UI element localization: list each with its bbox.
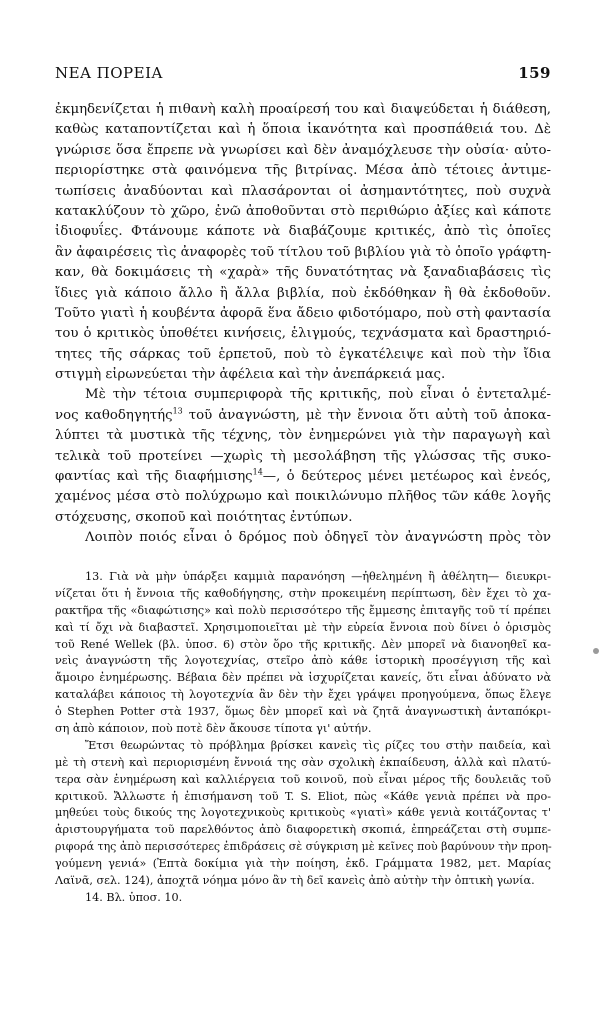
text-line bbox=[55, 467, 551, 487]
footnote-reference: 13 bbox=[172, 406, 183, 416]
text-line: στιγμὴ εἰρωνεύεται τὴν ἀφέλεια καὶ τὴν ἀνεπάρκειά μας. bbox=[55, 367, 446, 383]
footnotes bbox=[55, 569, 551, 907]
footnote-line: γούμενη γενιά» (Ἐπτὰ δοκίμια γιὰ τὴν ποίηση, ἐκδ. Γράμματα 1982, μετ. Μαρίας bbox=[55, 857, 551, 871]
text-line: τητες τῆς σάρκας τοῦ ἑρπετοῦ, ποὺ τὸ ἐγκατέλειψε καὶ ποὺ τὴν ἴδια bbox=[55, 346, 551, 362]
footnote-line: 14. Βλ. ὑποσ. 10. bbox=[85, 890, 183, 904]
text-line: γνώρισε ὅσα ἔπρεπε νὰ γνωρίσει καὶ δὲν ἀναμόχλευσε τὴν οὐσία· αὐτο- bbox=[55, 142, 551, 158]
text-line-segment: τοῦ ἀναγνώστη, μὲ τὴν ἔννοια ὅτι αὐτὴ τοῦ ἀποκα- bbox=[182, 407, 552, 423]
text-line: ἰδιοφυΐες. Φτάνουμε κάποτε νὰ διαβάζουμε κριτικές, ἀπὸ τὶς ὁποῖες bbox=[55, 224, 551, 240]
text-line: Μὲ τὴν τέτοια συμπεριφορὰ τῆς κριτικῆς, ποὺ εἶναι ὁ ἐντεταλμέ- bbox=[85, 387, 551, 403]
footnote-line: τερα σὰν ἐνημέρωση καὶ καλλιέργεια τοῦ κοινοῦ, ποὺ εἶναι μέρος τῆς δουλειᾶς τοῦ bbox=[55, 772, 551, 786]
footnote-line: ρακτῆρα τῆς «διαφώτισης» καὶ πολὺ περισσότερο τῆς ἔμμεσης ἐπιταγῆς τοῦ τί πρέπει bbox=[55, 603, 551, 617]
text-line bbox=[55, 406, 551, 426]
text-line: στόχευσης, σκοποῦ καὶ ποιότητας ἐντύπων. bbox=[55, 509, 353, 525]
text-line: τελικὰ τοῦ προτείνει —χωρὶς τὴ μεσολάβηση τῆς γλώσσας τῆς συκο- bbox=[55, 448, 551, 464]
text-line: ἴδιες γιὰ κάποιο ἄλλο ἢ ἄλλα βιβλία, ποὺ ἐκδόθηκαν ἢ θὰ ἐκδοθοῦν. bbox=[55, 285, 551, 301]
footnote-line: καὶ τί ὄχι νὰ διαβαστεῖ. Χρησιμοποιεῖται μὲ τὴν εὐρεία ἔννοια ποὺ δίνει ὁ ὁρισμὸς bbox=[55, 620, 551, 634]
running-header bbox=[55, 64, 551, 84]
footnote-line: κριτικοῦ. Ἄλλωστε ἡ ἐπισήμανση τοῦ T. S. Eliot, πὼς «Κάθε γενιὰ πρέπει νὰ προ- bbox=[55, 789, 551, 803]
text-line: κατακλύζουν τὸ χῶρο, ἐνῶ ἀποθοῦνται στὸ περιθώριο ἀξίες καὶ κάποτε bbox=[55, 203, 551, 219]
footnote-line: 13. Γιὰ νὰ μὴν ὑπάρξει καμμιὰ παρανόηση —ἠθελημένη ἢ ἀθέλητη— διευκρι- bbox=[85, 570, 551, 583]
text-line-segment: —, ὁ δεύτερος μένει μετέωρος καὶ ἐνεός, bbox=[262, 469, 551, 485]
text-line: του ὁ κριτικὸς ὑποθέτει κινήσεις, ἑλιγμούς, τεχνάσματα καὶ δραστηριό- bbox=[55, 326, 551, 342]
text-line: τωπίσεις ἀναδύονται καὶ πλασάρονται οἱ ἀσημαντότητες, ποὺ συχνὰ bbox=[55, 183, 551, 199]
main-text bbox=[55, 100, 551, 549]
footnote-line: ἄμοιρο ἐνημέρωσης. Βέβαια δὲν πρέπει νὰ ἰσχυρίζεται κανείς, ὅτι εἶναι ἀδύνατο νὰ bbox=[55, 671, 551, 685]
footnote-line: καταλάβει κάποιος τὴ λογοτεχνία ἂν δὲν τὴν ἔχει γράψει προηγούμενα, ὅπως ἔλεγε bbox=[55, 688, 551, 702]
scan-speck bbox=[593, 648, 599, 654]
page-number: 159 bbox=[518, 64, 551, 82]
text-line: ἂν ἀφαιρέσεις τὶς ἀναφορὲς τοῦ τίτλου τοῦ βιβλίου γιὰ τὸ ὁποῖο γράφτη- bbox=[55, 244, 552, 260]
footnote-line: νίζεται ὅτι ἡ ἔννοια τῆς καθοδήγησης, στὴν προκειμένη περίπτωση, δὲν ἔχει τὸ χα- bbox=[55, 586, 551, 600]
text-line: Λοιπὸν ποιός εἶναι ὁ δρόμος ποὺ ὁδηγεῖ τὸν ἀναγνώστη πρὸς τὸν bbox=[85, 530, 551, 546]
text-line: περιορίστηκε στὰ φαινόμενα τῆς βιτρίνας. Μέσα ἀπὸ τέτοιες ἀντιμε- bbox=[55, 163, 551, 179]
footnote-line: νεὶς ἀναγνώστη τῆς λογοτεχνίας, στεῖρο ἀπὸ κάθε ἱστορικὴ προσέγγιση τῆς καὶ bbox=[55, 654, 551, 668]
footnote-line: τοῦ René Wellek (βλ. ὑποσ. 6) στὸν ὅρο τῆς κριτικῆς. Δὲν μπορεῖ νὰ διανοηθεῖ κα- bbox=[55, 637, 551, 651]
footnote-line: ση ἀπὸ κάποιον, ποὺ ποτὲ δὲν ἄκουσε τίποτα γι' αὐτήν. bbox=[55, 722, 372, 736]
footnote-line: ὁ Stephen Potter στὰ 1937, ὅμως δὲν μπορεῖ καὶ νὰ ζητᾶ ἀναγνωστικὴ ἀνταπόκρι- bbox=[55, 705, 551, 719]
footnote-line: Ἔτσι θεωρώντας τὸ πρόβλημα βρίσκει κανεὶς τὶς ρίζες του στὴν παιδεία, καὶ bbox=[85, 738, 551, 752]
footnote-line: ριφορά της ἀπὸ περισσότερες ἐπιδράσεις σὲ σύγκριση μὲ κεῖνες ποὺ βαρύνουν τὴν προη- bbox=[55, 840, 552, 854]
text-line: καν, θὰ δοκιμάσεις τὴ «χαρὰ» τῆς δυνατότητας νὰ ξαναδιαβάσεις τὶς bbox=[55, 265, 551, 281]
footnote-line: Λαϊνᾶ, σελ. 124), ἀποχτᾶ νόημα μόνο ἂν τὴ δεῖ κανεὶς ἀπὸ αὐτὴν τὴν ὀπτικὴ γωνία. bbox=[55, 874, 535, 888]
footnote-line: μὲ τὴ στενὴ καὶ περιορισμένη ἔννοιά της σὰν σχολικὴ ἐκπαίδευση, ἀλλὰ καὶ πλατύ- bbox=[55, 755, 551, 769]
footnote-line: ἀριστουργήματα τοῦ παρελθόντος ἀπὸ διαφορετικὴ σκοπιά, ἐπηρεάζεται στὴ συμπε- bbox=[55, 823, 551, 837]
text-line: Τοῦτο γιατὶ ἡ κουβέντα ἀφορᾶ ἕνα ἄδειο φιδοτόμαρο, ποὺ στὴ φαντασία bbox=[55, 305, 551, 321]
text-line: καθὼς καταποντίζεται καὶ ἡ ὅποια ἱκανότητα καὶ προσπάθειά του. Δὲ bbox=[55, 122, 551, 138]
text-line: ἐκμηδενίζεται ἡ πιθανὴ καλὴ προαίρεσή του καὶ διαψεύδεται ἡ διάθεση, bbox=[55, 102, 551, 117]
text-line: λύπτει τὰ μυστικὰ τῆς τέχνης, τὸν ἐνημερώνει γιὰ τὴν παραγωγὴ καὶ bbox=[55, 428, 551, 444]
text-line-segment: νος καθοδηγητής bbox=[55, 407, 173, 423]
footnote-reference: 14 bbox=[252, 467, 263, 477]
journal-title: ΝΕΑ ΠΟΡΕΙΑ bbox=[55, 64, 163, 82]
text-line-segment: φαντίας καὶ τῆς διαφήμισης bbox=[55, 469, 253, 485]
footnote-line: μηθεύει τοὺς δικούς της λογοτεχνικοὺς κριτικοὺς «γιατὶ» κάθε γενιὰ κοιτάζοντας τ' bbox=[55, 806, 551, 820]
text-line: χαμένος μέσα στὸ πολύχρωμο καὶ ποικιλώνυμο πλῆθος τῶν κάθε λογῆς bbox=[55, 489, 551, 505]
